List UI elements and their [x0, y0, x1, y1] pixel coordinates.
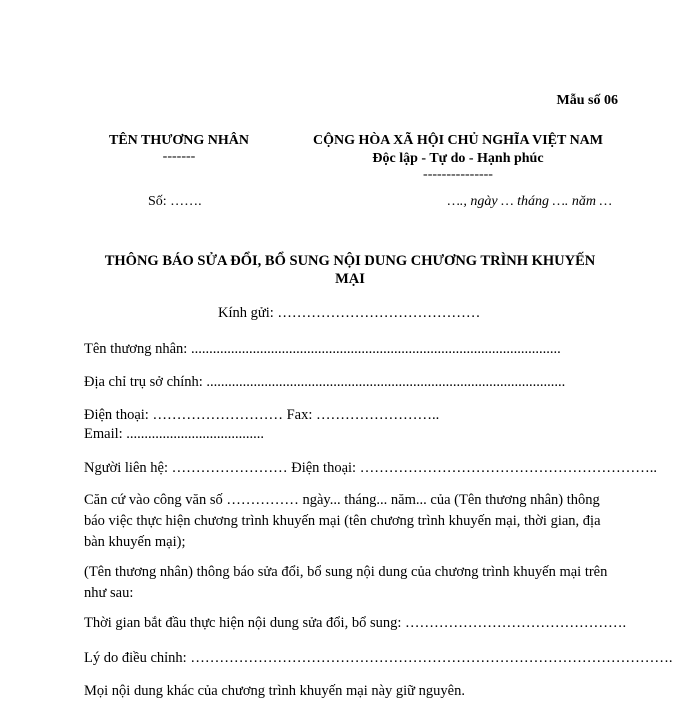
form-number: Mẫu số 06	[556, 93, 618, 108]
basis-paragraph: Căn cứ vào công văn số …………… ngày... tháng... năm... của (Tên thương nhân) thông báo việc thực hiện chương trình khuyến mại (tên chương trình khuyến mại, thời gian, địa bàn khuyến mại);	[84, 492, 601, 550]
national-title: CỘNG HÒA XÃ HỘI CHỦ NGHĨA VIỆT NAM	[312, 133, 603, 148]
notice-paragraph: (Tên thương nhân) thông báo sửa đổi, bổ sung nội dung của chương trình khuyến mại trên như sau:	[84, 564, 608, 601]
document-title-line-1: THÔNG BÁO SỬA ĐỔI, BỔ SUNG NỘI DUNG CHƯƠNG TRÌNH KHUYẾN	[104, 253, 596, 269]
national-motto: Độc lập - Tự do - Hạnh phúc	[372, 151, 544, 166]
reason-field: Lý do điều chỉnh: ……………………………………………………………………………………….	[84, 650, 673, 666]
header-right-rule: ---------------	[423, 167, 493, 182]
document-number: Số: …….	[148, 194, 202, 209]
merchant-name-field: Tên thương nhân: ......................................................................................................	[84, 341, 561, 357]
contact-field: Người liên hệ: …………………… Điện thoại: ……………………………………………………..	[84, 460, 657, 476]
recipient-line: Kính gửi: ……………………………………	[218, 305, 481, 321]
merchant-name-header: TÊN THƯƠNG NHÂN	[108, 133, 249, 148]
start-time-field: Thời gian bắt đầu thực hiện nội dung sửa đổi, bổ sung: ……………………………………….	[84, 615, 627, 631]
email-field: Email: ......................................	[84, 426, 265, 442]
phone-fax-field: Điện thoại: ……………………… Fax: ……………………..	[84, 407, 440, 423]
other-content-note: Mọi nội dung khác của chương trình khuyến mại này giữ nguyên.	[84, 683, 465, 699]
header-left-rule: -------	[162, 149, 196, 164]
date-line: …., ngày … tháng …. năm …	[447, 194, 612, 209]
document-title-line-2: MẠI	[335, 271, 365, 287]
hq-address-field: Địa chỉ trụ sở chính: ...................................................................................................	[84, 374, 566, 390]
